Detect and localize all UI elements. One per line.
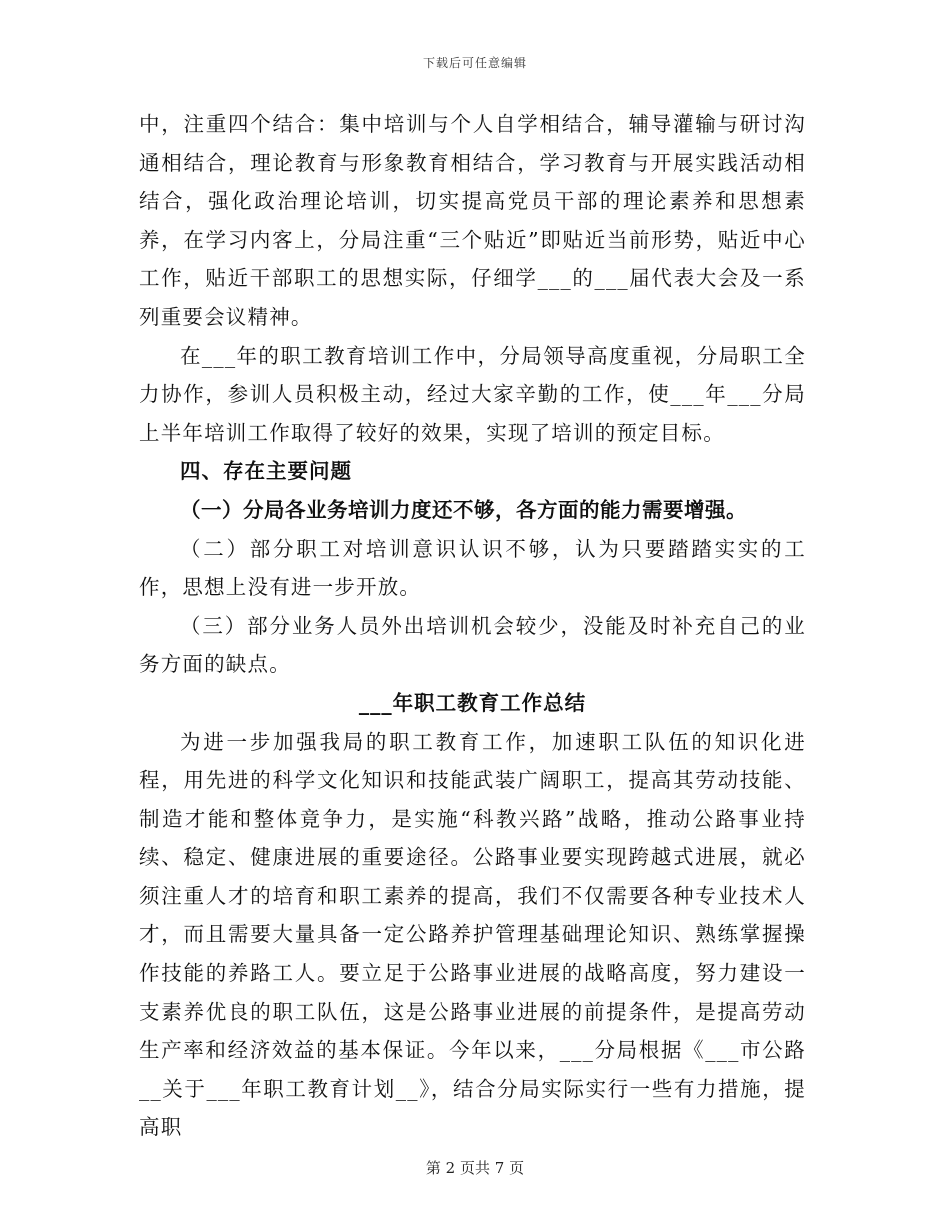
paragraph-training-summary: 在___年的职工教育培训工作中，分局领导高度重视，分局职工全力协作，参训人员积极主动，经过大家辛勤的工作，使___年___分局上半年培训工作取得了较好的效果，实现了培训的预定目标。 — [139, 343, 806, 445]
issue-item-3: （三）部分业务人员外出培训机会较少，没能及时补充自己的业务方面的缺点。 — [139, 613, 806, 677]
document-body — [139, 105, 806, 1147]
issue-item-2: （二）部分职工对培训意识认识不够，认为只要踏踏实实的工作，思想上没有进一步开放。 — [139, 536, 806, 600]
page-header: 下载后可任意编辑 — [422, 56, 527, 70]
paragraph-continuation: 中，注重四个结合：集中培训与个人自学相结合，辅导灌输与研讨沟通相结合，理论教育与形象教育相结合，学习教育与开展实践活动相结合，强化政治理论培训，切实提高党员干部的理论素养和思想素养，在学习内客上，分局注重“三个贴近”即贴近当前形势，贴近中心工作，贴近干部职工的思想实际，仔细学___的___届代表大会及一系列重要会议精神。 — [139, 112, 806, 329]
issue-item-1: （一）分局各业务培训力度还不够，各方面的能力需要增强。 — [180, 497, 747, 522]
page-footer: 第 2 页共 7 页 — [425, 1159, 525, 1177]
document-title: ___年职工教育工作总结 — [358, 690, 587, 715]
paragraph-introduction: 为进一步加强我局的职工教育工作，加速职工队伍的知识化进程，用先进的科学文化知识和技能武装广阔职工，提高其劳动技能、制造才能和整体竟争力，是实施“科教兴路”战略，推动公路事业持续、稳定、健康进展的重要途径。公路事业要实现跨越式进展，就必须注重人才的培育和职工素养的提高，我们不仅需要各种专业技术人才，而且需要大量具备一定公路养护管理基础理论知识、熟练掌握操作技能的养路工人。要立足于公路事业进展的战略高度，努力建设一支素养优良的职工队伍，这是公路事业进展的前提条件，是提高劳动生产率和经济效益的基本保证。今年以来，___分局根据《___市公路__关于___年职工教育计划__》，结合分局实际实行一些有力措施，提高职 — [139, 729, 806, 1140]
section-heading-problems: 四、存在主要问题 — [180, 459, 352, 484]
